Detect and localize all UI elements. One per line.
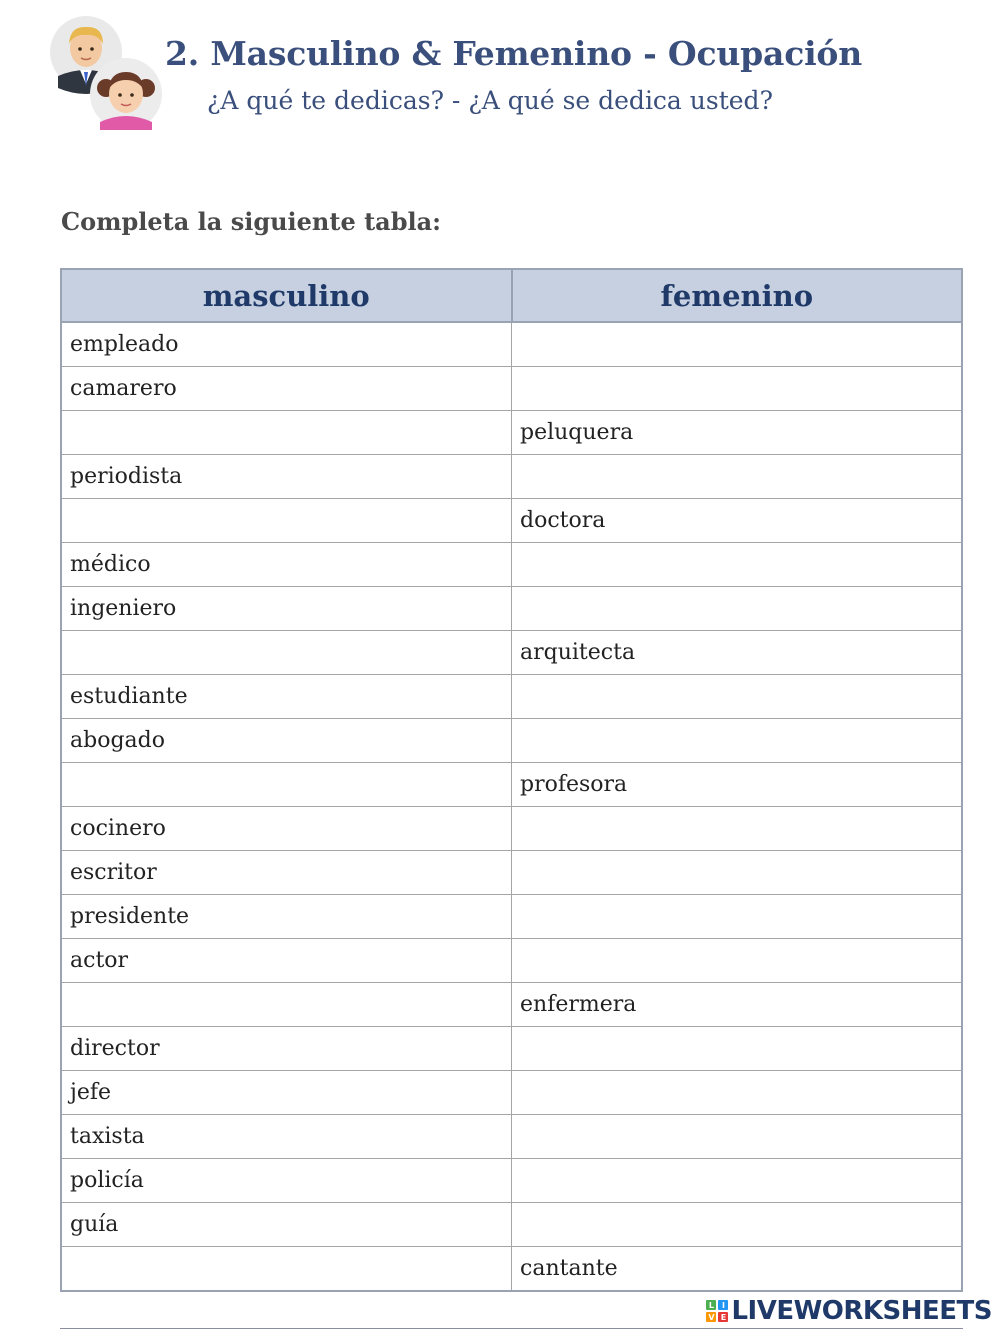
- table-row: [61, 851, 962, 895]
- answer-cell-masculino[interactable]: [61, 1247, 512, 1292]
- avatars-icon: [48, 14, 168, 134]
- logo-icon-letter: V: [708, 1312, 715, 1322]
- cell-masculino: abogado: [61, 719, 512, 763]
- liveworksheets-logo-icon: [706, 1300, 728, 1322]
- answer-cell-masculino[interactable]: [61, 983, 512, 1027]
- answer-cell-femenino[interactable]: [512, 455, 963, 499]
- page-title: 2. Masculino & Femenino - Ocupación: [165, 34, 863, 73]
- table-row: [61, 763, 962, 807]
- answer-cell-masculino[interactable]: [61, 411, 512, 455]
- answer-cell-femenino[interactable]: [512, 895, 963, 939]
- cell-femenino: enfermera: [512, 983, 963, 1027]
- table-row: [61, 322, 962, 367]
- cell-femenino: profesora: [512, 763, 963, 807]
- cell-masculino: camarero: [61, 367, 512, 411]
- page-subtitle: ¿A qué te dedicas? - ¿A qué se dedica usted?: [207, 86, 773, 115]
- table-row: [61, 807, 962, 851]
- cell-femenino: arquitecta: [512, 631, 963, 675]
- table-row: [61, 939, 962, 983]
- table-row: [61, 1115, 962, 1159]
- column-header-femenino: femenino: [512, 269, 963, 322]
- logo-icon-letter: I: [718, 1300, 728, 1310]
- answer-cell-femenino[interactable]: [512, 675, 963, 719]
- table-row: [61, 367, 962, 411]
- answer-cell-femenino[interactable]: [512, 1115, 963, 1159]
- cell-masculino: periodista: [61, 455, 512, 499]
- occupation-table-container: [60, 268, 963, 1292]
- table-row: [61, 631, 962, 675]
- cell-femenino: peluquera: [512, 411, 963, 455]
- liveworksheets-logo: [702, 1296, 992, 1326]
- cell-masculino: empleado: [61, 322, 512, 367]
- answer-cell-femenino[interactable]: [512, 851, 963, 895]
- column-header-masculino: masculino: [61, 269, 512, 322]
- table-header-row: [61, 269, 962, 322]
- occupation-table: [60, 268, 963, 1292]
- cell-masculino: policía: [61, 1159, 512, 1203]
- answer-cell-femenino[interactable]: [512, 719, 963, 763]
- answer-cell-femenino[interactable]: [512, 587, 963, 631]
- cell-masculino: médico: [61, 543, 512, 587]
- answer-cell-masculino[interactable]: [61, 499, 512, 543]
- table-row: [61, 455, 962, 499]
- answer-cell-femenino[interactable]: [512, 1071, 963, 1115]
- cell-femenino: doctora: [512, 499, 963, 543]
- answer-cell-masculino[interactable]: [61, 763, 512, 807]
- answer-cell-masculino[interactable]: [61, 631, 512, 675]
- logo-icon-letter: L: [706, 1300, 716, 1310]
- table-body: [61, 322, 962, 1291]
- table-row: [61, 411, 962, 455]
- table-row: [61, 499, 962, 543]
- cell-masculino: jefe: [61, 1071, 512, 1115]
- cell-masculino: ingeniero: [61, 587, 512, 631]
- table-row: [61, 587, 962, 631]
- answer-cell-femenino[interactable]: [512, 1203, 963, 1247]
- answer-cell-femenino[interactable]: [512, 543, 963, 587]
- cell-masculino: director: [61, 1027, 512, 1071]
- table-row: [61, 1159, 962, 1203]
- answer-cell-femenino[interactable]: [512, 1027, 963, 1071]
- table-row: [61, 983, 962, 1027]
- table-row: [61, 1203, 962, 1247]
- answer-cell-femenino[interactable]: [512, 322, 963, 367]
- table-row: [61, 1247, 962, 1292]
- cell-masculino: estudiante: [61, 675, 512, 719]
- answer-cell-femenino[interactable]: [512, 939, 963, 983]
- table-row: [61, 719, 962, 763]
- footer-divider: [60, 1328, 963, 1329]
- cell-masculino: actor: [61, 939, 512, 983]
- cell-masculino: presidente: [61, 895, 512, 939]
- table-row: [61, 543, 962, 587]
- answer-cell-femenino[interactable]: [512, 1159, 963, 1203]
- cell-masculino: guía: [61, 1203, 512, 1247]
- table-row: [61, 1071, 962, 1115]
- liveworksheets-logo-text: LIVEWORKSHEETS: [731, 1296, 992, 1326]
- cell-masculino: cocinero: [61, 807, 512, 851]
- instruction-text: Completa la siguiente tabla:: [61, 207, 442, 236]
- table-row: [61, 1027, 962, 1071]
- table-row: [61, 675, 962, 719]
- cell-femenino: cantante: [512, 1247, 963, 1292]
- cell-masculino: taxista: [61, 1115, 512, 1159]
- answer-cell-femenino[interactable]: [512, 807, 963, 851]
- cell-masculino: escritor: [61, 851, 512, 895]
- table-row: [61, 895, 962, 939]
- logo-icon-letter: E: [718, 1312, 728, 1322]
- answer-cell-femenino[interactable]: [512, 367, 963, 411]
